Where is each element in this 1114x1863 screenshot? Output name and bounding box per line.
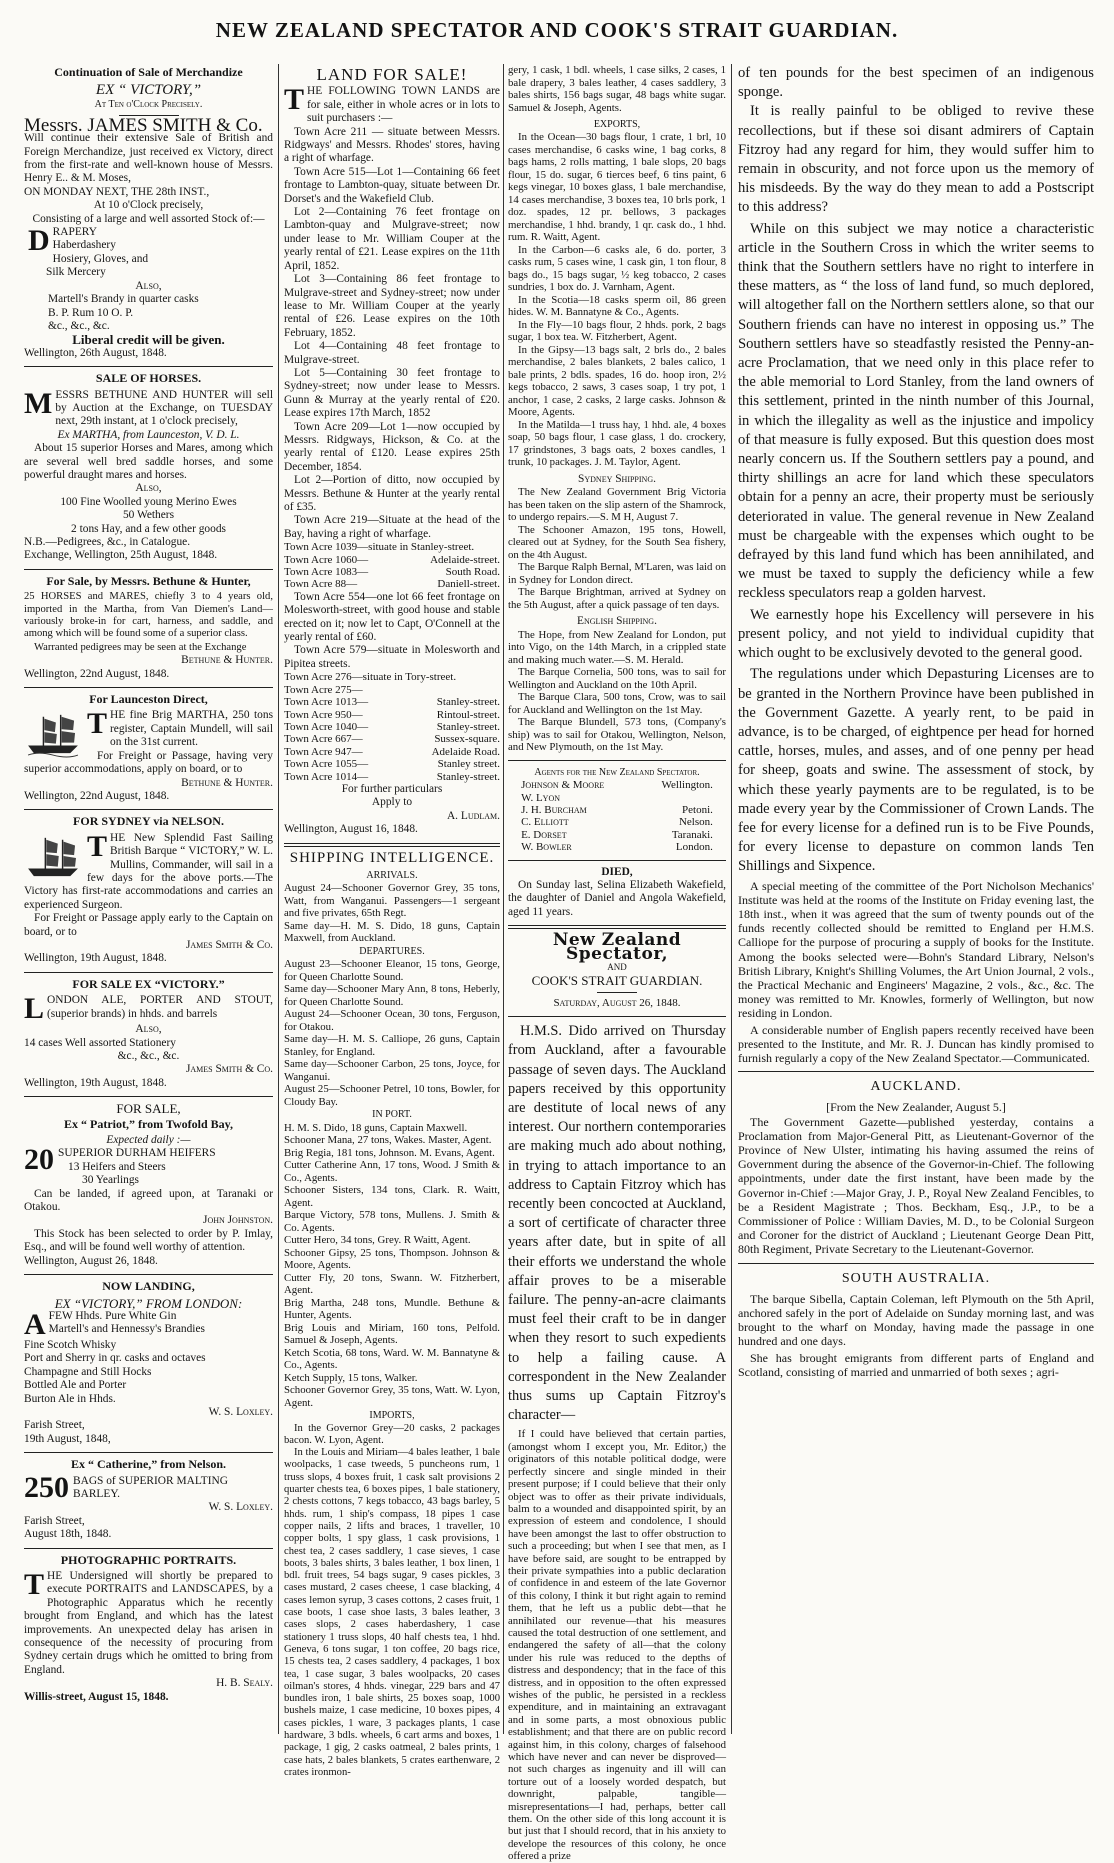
drop-cap: T [24,1568,45,1601]
ad-item: Martell's and Hennessy's Brandies [48,1323,205,1336]
export-entry: In the Gipsy—13 bags salt, 2 brls do., 2 bales merchandise, 2 bales blankets, 2 bales calico, 1 bale prints, 2 bdls. spades, 16 do. hoop iron, 2½ kegs tobacco, 2 saws, 3 cases soap, 1 try pot, 1 anchor, 1 case, 2 casks, 2 large casks. Johnson & Moore, Agents. [508,343,726,419]
ad-item: Silk Mercery [46,266,106,279]
editorial-quote: If I could have believed that certain parties, (amongst whom I except you, Mr. Editor,) the originators of this notable political dodge, were perfectly sincere and single minded in their present purpose; if I could believe that their only object was to offer as their private individuals, balm to a wounded and disappointed spirit, by an expression of esteem and condolence, I should have been amongst the last to offer obstruction to such a proceeding; but when I see that men, as I have before said, are sought to be entrapped by their private sympathies into a public declaration of confidence in and esteem of the late Governor of this colony, I think it but right again to remind them, that he left us a public debt—that he annihilated our revenue—that his measures caused the total destruction of one settlement, and endangered the safety of all—that the colony under his rule was reduced to the depths of distress and despondency; that in the face of this distress, and in opposition to the often expressed wishes of the public, he persisted in a reckless expenditure, and in maintaining an extravagant and in some parts, a most obnoxious public establishment; and that there are on public record against him, in this colony, charges of falsehood which have never and can never be disproved—not such charges as ingenuity and ill will can torture out of a loosely worded despatch, but downright, palpable, tangible—misrepresentations—I had, perhaps, better call them. On the other side of this long account it is but just that I should record, that in his anxiety to develope the resources of this colony, he once offered a prize [508,1428,726,1863]
agent-name: J. H. Burcham [521,803,587,816]
ad-heading: For Sale, by Messrs. Bethune & Hunter, [46,573,251,588]
acre-street: Sussex-square. [434,733,500,746]
ad-para: Lot 3—Containing 86 feet frontage to Mulgrave-street and Sydney-street; now under lease to Mr. William Couper at the yearly rental of £26. Lease expires on the 10th February, 1852. [284,273,500,339]
drop-cap: A [24,1307,46,1341]
ad-signature: H. B. Sealy. [216,1677,273,1690]
export-entry: In the Ocean—30 bags flour, 1 crate, 1 brl, 10 cases merchandise, 6 casks wine, 1 bag corks, 8 bags hams, 2 rolls matting, 1 bale slops, 20 bags flour, 15 do. sugar, 6 tierces beef, 6 tins paint, 6 kegs vinegar, 10 boxes glass, 1 bale merchandise, 14 cases merchandise, 3 boxes tea, 10 brls pork, 1 doz. spades, 12 pr. bellows, 3 packages merchandise, 1 hhd. brandy, 1 qr. cask do., 1 hhd. rum. R. Waitt, Agent. [508,131,726,244]
section-heading: SOUTH AUSTRALIA. [841,1270,991,1286]
mechanics-para: A considerable number of English papers recently received have been presented to the Institute, and Mr. R. J. Duncan has kindly promised to furnish regularly a copy of the New Zealand Spectator.—Communicated. [738,1022,1094,1065]
ad-sale-victory [24,978,273,1090]
ad-expected: Expected daily :— [106,1134,191,1147]
drop-cap: T [87,707,108,741]
acre-street: Daniell-street. [437,578,500,591]
subsection-heading: ARRIVALS. [366,869,418,881]
ad-footer: Wellington, 26th August, 1848. [24,346,167,359]
shipping-entry: In the Louis and Miriam—4 bales leather, 1 bale woolpacks, 1 case tweeds, 5 puncheons rum, 1 truss slops, 4 boxes fruit, 1 cask salt provisions 2 quarter chests tea, 6 boxes pipes, 1 bale stationery, 2 chests cottons, 7 kegs tobacco, 43 bags barley, 5 hhds. rum, 1 ship's compass, 18 pipes 1 case copper nails, 2 lifts and braces, 1 traveller, 10 copper bolts, 1 spy glass, 1 cask provisions, 1 chest tea, 2 cases saddlery, 1 case sieves, 1 case boots, 3 bales shirts, 3 bales leather, 1 box linen, 1 bdl. fruit trees, 54 bags sugar, 9 cases pickles, 3 cases mustard, 2 cases cheese, 1 case blacking, 4 cases lemon syrup, 3 cases cottons, 2 cases fruit, 1 case boots, 1 case shoe lasts, 3 bales leather, 3 cases slops, 2 cases haberdashery, 1 case stationery 1 truss slops, 40 half chests tea, 1 hhd. Geneva, 6 tons sugar, 1 ton coffee, 20 bags rice, 15 chests tea, 2 cases saddlery, 4 packages, 1 box tea, 1 case sugar, 3 bales woolpacks, 20 cases oilman's stores, 4 hhds. vinegar, 229 bars and 47 bundles iron, 1 bale shirts, 25 boxes soap, 1000 bushels maize, 1 case medicine, 10 boxes pipes, 4 cases pickles, 1 ware, 3 packages plants, 1 case hardware, 3 bdls. wheels, 6 cart arms and boxes, 1 package, 1 gig, 2 casks oatmeal, 2 bales prints, 1 case hats, 2 bales blankets, 5 crates earthenware, 2 crates ironmon- [284,1447,500,1778]
news-entry: The Barque Ralph Bernal, M'Laren, was laid on in Sydney for London direct. [508,561,726,586]
ad-body: ESSRS BETHUNE AND HUNTER will sell by Auction at the Exchange, on TUESDAY next, 29th instant, at 1 o'clock precisely, [55,388,273,428]
ad-now-landing [24,1280,273,1446]
paper-and: AND [607,962,627,972]
ad-subheading: EX “VICTORY,” FROM LONDON: [54,1295,243,1311]
ad-heading: SALE OF HORSES. [95,371,202,386]
ad-patriot [24,1102,273,1268]
agent-name: C. Elliott [521,816,569,829]
ad-heading: NOW LANDING, [102,1279,195,1294]
ad-signature: James Smith & Co. [185,1063,273,1076]
ad-heading: For Launceston Direct, [89,692,208,707]
export-entry: In the Fly—10 bags flour, 2 hhds. pork, 2 bags sugar, 1 box tea. W. Fitzherbert, Agent. [508,318,726,344]
news-entry: The Hope, from New Zealand for London, put into Vigo, on the 14th March, in a crippled state and making much water.—S. M. Herald. [508,628,726,666]
editorial-para: of ten pounds for the best specimen of an indigenous sponge. [738,65,1094,101]
drop-cap: T [87,829,108,863]
ad-body: ONDON ALE, PORTER AND STOUT, (superior brands) in hhds. and barrels [47,994,273,1020]
ad-para: Town Acre 515—Lot 1—Containing 66 feet frontage to Lambton-quay, situate between Dr. Dorset's and the Wakefield Club. [284,165,500,205]
shipping-entry: Cutter Fly, 20 tons, Swann. W. Fitzherbert, Agent. [284,1271,500,1297]
shipping-entry: Schooner Gipsy, 25 tons, Thompson. Johnson & Moore, Agents. [284,1246,500,1272]
shipping-entry: August 23—Schooner Eleanor, 15 tons, George, for Queen Charlotte Sound. [284,958,500,983]
section-heading: SHIPPING INTELLIGENCE. [289,849,495,866]
ad-body: Will continue their extensive Sale of British and Foreign Merchandize, just received ex Victory, direct from the first-rate and well-known house of Messrs. Henry E.. & M. Moses, [24,132,273,185]
ad-address: Farish Street, [24,1419,85,1432]
ad-signature: John Johnston. [203,1214,273,1227]
ad-item: Port and Sherry in qr. casks and octaves [24,1352,206,1365]
column-1 [24,64,273,1739]
ad-ex: Ex MARTHA, from Launceston, V. D. L. [57,428,240,441]
south-australia-para: She has brought emigrants from different parts of England and Scotland, consisting of married and unmarried of both sexes ; agri- [738,1350,1094,1379]
ad-intro: HE FOLLOWING TOWN LANDS are for sale, either in whole acres or in lots to suit purchasers :— [307,85,500,125]
ad-heading: LAND FOR SALE! [316,65,468,84]
shipping-entry: Cutter Hero, 34 tons, Grey. R Waitt, Agent. [284,1234,471,1247]
ad-ship-name: EX “ VICTORY,” [95,82,202,99]
ad-heading: Ex “ Catherine,” from Nelson. [70,1457,227,1472]
ad-heading: Continuation of Sale of Merchandize [54,65,243,79]
acre-street: Adelaide Road. [431,745,500,758]
paper-title: New Zealand Spectator, [552,930,682,964]
ad-signature: James Smith & Co. [185,938,273,951]
agent-name: E. Dorset [521,828,567,841]
column-4 [738,64,1094,1739]
shipping-entry: August 24—Schooner Governor Grey, 35 tons, Watt, from Wanganui. Passengers—1 sergeant and five privates, 65th Regt. [284,882,500,920]
shipping-entry: Schooner Governor Grey, 35 tons, Watt. W. Lyon, Agent. [284,1384,500,1409]
ad-item: Haberdashery [52,239,116,252]
ad-warranted: Warranted pedigrees may be seen at the Exchange [34,641,247,653]
ad-item: Fine Scotch Whisky [24,1338,117,1351]
ad-firm: Messrs. JAMES SMITH & Co. [24,114,263,136]
agent-place: Nelson. [678,816,713,829]
drop-cap: M [24,386,53,420]
news-entry: The Barque Cornelia, 500 tons, was to sail for Wellington and Auckland on the 10th April. [508,666,726,691]
ad-footer: Wellington, 19th August, 1848. [24,1076,167,1089]
acre-list [284,541,500,591]
shipping-entry: Ketch Supply, 15 tons, Walker. [284,1371,418,1384]
ad-consisting: Consisting of a large and well assorted Stock of:— [32,212,265,225]
shipping-entry: Schooner Sisters, 134 tons, Clark. R. Waitt, Agent. [284,1184,500,1209]
died-heading: DIED, [601,865,633,878]
ad-para: Town Acre 579—situate in Molesworth and Pipitea streets. [284,644,500,670]
ad-footer: 19th August, 1848, [24,1432,111,1445]
shipping-entry: In the Governor Grey—20 casks, 2 packages bacon. W. Lyon, Agent. [284,1422,500,1446]
acre-list [284,671,500,783]
acre-street: South Road. [445,566,500,579]
ad-footer: Exchange, Wellington, 25th August, 1848. [24,549,218,562]
export-entry: In the Matilda—1 truss hay, 1 hhd. ale, 4 boxes soap, 50 bags flour, 1 case glass, 1 do. crockery, 17 grindstones, 3 bags oats, 2 boxes candles, 1 trunk, 10 packages. J. M. Taylor, Agent. [508,418,726,469]
subsection-heading: DEPARTURES. [359,945,425,957]
export-entry: In the Carbon—6 casks ale, 6 do. porter, 3 casks rum, 5 cases wine, 1 cask gin, 1 ton flour, 8 bags do., 15 bags sugar, ½ keg tobacco, 2 cases sundries, 1 box do. J. Varnham, Agent. [508,243,726,294]
drop-cap: D [28,224,50,258]
agent-place [640,792,713,804]
acre-street: Adelaide-street. [430,553,500,566]
shipping-entry: August 25—Schooner Petrel, 10 tons, Bowler, for Cloudy Bay. [284,1083,500,1108]
ad-credit: Liberal credit will be given. [72,332,225,348]
ad-address: Farish Street, [24,1514,85,1527]
editorial-para: The regulations under which Depasturing Licenses are to be granted in the Northern Province have been published in the Government Gazette. A yearly rent, to be paid in advance, is to be charged, of eightpence per head for horned cattle, horses, mules, and asses, and of one penny per head for sheep, goats and swine. The assessment of stock, by which these yearly payments are to be regulated, is to be made every year by the Commissioner of Crown Lands. The fee for every license for a defined run is to be Five Pounds, for every license to depasture on common lands Ten Shillings and Sixpence. [738,666,1094,875]
ad-nb: N.B.—Pedigrees, &c., in Catalogue. [24,536,191,548]
ad-footer: Wellington, 19th August, 1848. [24,952,167,965]
ad-item: B. P. Rum 10 O. P. [48,306,134,319]
shipping-entry: Schooner Mana, 27 tons, Wakes. Master, Agent. [284,1134,492,1147]
drop-cap: L [24,992,45,1026]
ad-also: Also, [135,1023,162,1036]
section-heading: AUCKLAND. [870,1079,962,1095]
acre-row: Town Acre 1039—situate in Stanley-street. [284,541,475,554]
acre-row: Town Acre 1060— [284,553,369,566]
ad-item: 2 tons Hay, and a few other goods [71,522,226,535]
ad-para: Town Acre 554—one lot 66 feet frontage on Molesworth-street, with good house and stable erected on it; now let to Capt, O'Connell at the yearly rental of £60. [284,590,500,644]
paper-subtitle: COOK'S STRAIT GUARDIAN. [531,973,703,989]
ad-landed: Can be landed, if agreed upon, at Taranaki or Otakou. [24,1187,273,1214]
acre-row: Town Acre 275— [284,683,363,696]
auckland-source: [From the New Zealander, August 5.] [826,1100,1006,1115]
ad-heading: Ex “ Patriot,” from Twofold Bay, [64,1116,233,1131]
ad-item: &c., &c., &c. [48,319,110,332]
shipping-intelligence [284,849,500,1780]
ad-number: 250 [24,1470,69,1504]
acre-row: Town Acre 947— [284,745,363,758]
ad-heading: PHOTOGRAPHIC PORTRAITS. [60,1552,237,1567]
ad-para: Lot 2—Portion of ditto, now occupied by Messrs. Bethune & Hunter at the yearly rental of £35. [284,474,500,513]
sailing-ship-icon [24,834,82,880]
acre-row: Town Acre 88— [284,578,358,591]
acre-street: Stanley street. [437,758,500,771]
news-entry: The New Zealand Government Brig Victoria has been taken on the slip astern of the Shamrock, to undergo repairs.—S. M H, August 7. [508,486,726,524]
ad-launceston [24,693,273,803]
editorial-para: While on this subject we may notice a characteristic article in the Southern Cross in which the writer seems to think that the Southern settlers have no right to interfere in these matters, as “ the loss of land fund, so much deplored, will altogether fall on the Northern settlers alone, so that our Southern friends can have no interest in opposing us.” The Southern settlers have so steadfastly resisted the Penny-an-acre Proclamation, that we need only in this place refer to the able memorial to Lord Stanley, from the land owners of this settlement, printed in the ninth number of this Journal, in which the illegality as well as the injustice and impolicy of that measure is fully exposed. But this question does most nearly concern us. If the Southern settlers pay a pound, and thirty shillings an acre for land which these speculators obtain for a penny an acre, their property must be seriously deteriorated in value. The general revenue in New Zealand must be chargeable with the expenses which ought to be defrayed by this land fund which has been annihilated, and we must be taxed to supply the deficiency while a few reckless speculators reap a golden harvest. [738,220,1094,602]
ad-body: HE New Splendid Fast Sailing British Barque “ VICTORY,” W. L. Mullins, Commander, will sail in a few days for the above ports.—The Victory has first-rate accommodations and carries an experienced Surgeon. [24,831,273,911]
news-entry: The Barque Blundell, 573 tons, (Company's ship) was to sail for Otakou, Wellington, Nelson, and New Plymouth, on the 1st May. [508,716,726,754]
news-entry: The Barque Brightman, arrived at Sydney on the 5th August, after a quick passage of ten days. [508,586,726,611]
agent-place: Wellington. [661,779,713,792]
acre-street: Rintoul-street. [436,708,500,721]
south-australia-para: The barque Sibella, Captain Coleman, left Plymouth on the 5th April, anchored safely in the port of Adelaide on Sunday morning last, and was brought to the wharf on Monday, having made the passage in one hundred and one days. [738,1291,1094,1349]
ad-body: 25 HORSES and MARES, chiefly 3 to 4 years old, imported in the Martha, from Van Diemen's Land—variously broke-in for cart, harness, and saddle, and among which will be found some of a superior class. [24,591,273,640]
ad-apply: Apply to [371,796,413,809]
ad-item: 30 Yearlings [82,1174,139,1187]
ad-note: This Stock has been selected to order by P. Imlay, Esq., and will be found well worthy of attention. [24,1227,273,1254]
ad-item: &c., &c., &c. [117,1050,180,1062]
ad-at: At 10 o'Clock precisely, [93,199,204,212]
agent-name: W. Bowler [521,841,572,854]
ad-heading: FOR SALE, [116,1101,181,1117]
ad-signature: Bethune & Hunter. [181,776,273,789]
shipping-entry: Brig Louis and Miriam, 160 tons, Pelfold. Samuel & Joseph, Agents. [284,1321,500,1347]
agents-table [521,779,713,853]
ad-victory-sale [24,66,273,360]
shipping-entry: Ketch Scotia, 68 tons, Ward. W. M. Bannatyne & Co., Agents. [284,1346,500,1372]
ad-item: 14 cases Well assorted Stationery [24,1036,176,1049]
ad-item: 100 Fine Woolled young Merino Ewes [60,495,237,508]
shipping-entry: H. M. S. Dido, 18 guns, Captain Maxwell. [284,1121,468,1134]
ad-number: 20 [24,1143,54,1177]
acre-row: Town Acre 1014— [284,770,369,783]
ad-footer: Wellington, August 26, 1848. [24,1254,158,1267]
ad-signature: A. Ludlam. [446,809,500,822]
ad-for-sale-bethune [24,575,273,681]
ad-para: Lot 5—Containing 30 feet frontage to Sydney-street; now under lease to Messrs. Gunn & Murray at the yearly rental of £20. Lease expires 17th March, 1852 [284,366,500,420]
ad-footer: Wellington, August 16, 1848. [284,823,418,836]
ad-item: 13 Heifers and Steers [68,1160,166,1173]
ad-signature: W. S. Loxley. [208,1501,273,1514]
acre-street: Stanley-street. [436,770,500,783]
ad-footer: Wellington, 22nd August, 1848. [24,667,170,680]
ad-para: Lot 4—Containing 48 feet frontage to Mulgrave-street. [284,340,500,366]
issue-date: Saturday, August 26, 1848. [553,996,681,1009]
ad-item: FEW Hhds. Pure White Gin [48,1309,177,1322]
ad-para: Town Acre 219—Situate at the head of the Bay, having a right of wharfage. [284,514,500,540]
ad-catherine [24,1458,273,1541]
shipping-entry: Cutter Catherine Ann, 17 tons, Wood. J Smith & Co., Agents. [284,1159,500,1184]
ad-footer: Willis-street, August 15, 1848. [24,1690,169,1703]
shipping-entry: Same day—Schooner Mary Ann, 8 tons, Heberly, for Queen Charlotte Sound. [284,983,500,1008]
ad-heading: FOR SYDNEY via NELSON. [73,814,224,829]
shipping-entry: Barque Victory, 578 tons, Mullens. J. Smith & Co. Agents. [284,1209,500,1234]
ad-item: Burton Ale in Hhds. [24,1392,116,1405]
subsection-heading: IMPORTS, [369,1410,415,1422]
acre-row: Town Acre 1013— [284,696,369,709]
ad-para: Town Acre 209—Lot 1—now occupied by Messrs. Ridgways, Hickson, & Co. at the yearly rental of £120. Lease expires 25th December, 1854. [284,420,500,473]
ad-para: Lot 2—Containing 76 feet frontage on Lambton-quay and Mulgrave-street; now under lease to Mr. William Couper at the yearly rental of £21. Lease expires on the 11th April, 1852. [284,206,500,272]
acre-row: Town Acre 950— [284,708,363,721]
ad-freight: For Freight or Passage, having very superior accommodations, apply on board, or to [24,749,273,776]
ad-item: Champagne and Still Hocks [24,1365,152,1378]
ad-footer: Wellington, 22nd August, 1848. [24,789,170,802]
agent-place: Petoni. [682,803,713,816]
ad-signature: W. S. Loxley. [208,1405,273,1418]
agent-place: London. [675,841,713,854]
ad-item: 50 Wethers [122,509,175,522]
shipping-entry: Same day—H. M. S. Calliope, 26 guns, Captain Stanley, for England. [284,1033,500,1058]
shipping-entry: Same day—H. M. S. Dido, 18 guns, Captain Maxwell, from Auckland. [284,919,500,945]
ad-item: Bottled Ale and Porter [24,1379,127,1392]
ad-para: Town Acre 211 — situate between Messrs. Ridgways' and Messrs. Rhodes' stores, having a right of wharfage. [284,125,500,165]
ad-also: Also, [135,279,162,292]
editorial-para: It is really painful to be obliged to revive these recollections, but if these soi disant admirers of Captain Fitzroy had any regard for him, they would suffer him to remain in obscurity, and not force upon us the memory of his misdeeds. By the way do they mean to add a Postscript to this address? [738,103,1094,216]
column-rule [503,64,504,1734]
ad-body: BAGS of SUPERIOR MALTING BARLEY. [73,1474,228,1500]
ad-land-for-sale [284,65,500,837]
ad-item: Martell's Brandy in quarter casks [48,293,199,306]
column-rule [278,64,279,1734]
ad-sydney [24,815,273,965]
ad-photographic [24,1554,273,1704]
news-entry: The Barque Clara, 500 tons, Crow, was to sail for Auckland and Wellington on the 1st May. [508,691,726,716]
died-notice: On Sunday last, Selina Elizabeth Wakefield, the daughter of Daniel and Angola Wakefield, aged 11 years. [508,878,726,918]
ad-time: At Ten o'Clock Precisely. [94,99,203,111]
agent-place: Taranaki. [671,828,713,841]
column-3 [508,64,726,1863]
subsection-heading: EXPORTS, [593,119,641,130]
shipping-entry: Same day—Schooner Carbon, 25 tons, Joyce, for Wanganui. [284,1058,500,1083]
ad-further: For further particulars [341,782,443,795]
ad-horses [24,372,273,563]
subsection-heading: Sydney Shipping. [578,472,656,485]
subsection-heading: IN PORT. [372,1109,412,1121]
ad-body: SUPERIOR DURHAM HEIFERS [58,1147,216,1160]
ad-body: HE fine Brig MARTHA, 250 tons register, Captain Mundell, will sail on the 31st current. [110,709,273,749]
agents-heading: Agents for the New Zealand Spectator. [534,766,700,778]
agent-name: Johnson & Moore [521,779,605,792]
ad-item: Hosiery, Gloves, and [52,252,149,265]
export-entry: In the Scotia—18 casks sperm oil, 86 green hides. W. M. Bannatyne & Co., Agents. [508,293,726,319]
acre-row: Town Acre 276—situate in Tory-street. [284,671,457,684]
subsection-heading: English Shipping. [577,615,657,628]
shipping-entry: Brig Martha, 248 tons, Mundle. Bethune & Hunter, Agents. [284,1296,500,1322]
sailing-ship-icon [24,711,82,757]
imports-continued: gery, 1 cask, 1 bdl. wheels, 1 case silks, 2 cases, 1 bale drapery, 3 bales leather, 4 cases saddlery, 3 bales shirts, 156 bags sugar, 48 bags white sugar. Samuel & Joseph, Agents. [508,64,726,114]
news-entry: The Schooner Amazon, 195 tons, Howell, cleared out at Sydney, for the South Sea fishery, on the 4th August. [508,523,726,561]
masthead: NEW ZEALAND SPECTATOR AND COOK'S STRAIT GUARDIAN. [215,18,899,42]
acre-row: Town Acre 1055— [284,758,369,771]
agent-name: W. Lyon [521,791,561,804]
column-rule [731,64,732,1734]
acre-row: Town Acre 1083— [284,566,369,579]
mechanics-para: A special meeting of the committee of the Port Nicholson Mechanics' Institute was held at the rooms of the Institute on Friday evening last, the 18th inst., when it was agreed that the sum of twenty pounds out of the funds recently collected should be remitted to England per H.M.S. Calliope for the purpose of procuring a supply of books for the Institute. Among the books selected were—Bohn's Standard Library, Nelson's British Library, Knight's Shilling Volumes, the Art Union Journal, 2 vols., the Practical Mechanic and Engineers' Magazine, 2 vols., &c., &c. The money was remitted to Mr. Knowles, formerly of Wellington, but now residing in London. [738,878,1094,1021]
ad-item: RAPERY [52,226,97,239]
auckland-para: The Government Gazette—published yesterday, contains a Proclamation from Major-General Pitt, as Lieutenant-Governor of the Province of New Ulster, intimating his having assumed the reins of Government during the absence of the Governor-in-Chief. The following appointments, under date the first instant, have been made by the Governor in-Chief :—Major Gray, J. P., Royal New Zealand Fencibles, to be a Resident Magistrate ; Thos. Beckham, Esq., J.P., to be a Commissioner of Police : William Davies, M. D., to be Colonial Surgeon and Coroner for the district of Auckland ; Lieutenant George Dean Pitt, 80th Regiment, Private Secretary to the Lieutenant-Governor. [738,1114,1094,1257]
ad-signature: Bethune & Hunter. [181,654,273,667]
acre-row: Town Acre 1040— [284,720,369,733]
acre-row: Town Acre 667— [284,733,363,746]
editorial-para: We earnestly hope his Excellency will persevere in his present policy, and not yield to individual cupidity that which ought to be exclusively devoted to the general good. [738,606,1094,662]
shipping-entry: Brig Regia, 181 tons, Johnson. M. Evans, Agent. [284,1146,495,1159]
ad-body: HE Undersigned will shortly be prepared to execute PORTRAITS and LANDSCAPES, by a Photographic Apparatus which he recently brought from England, and which has the latest improvements. An unexpected delay has arisen in consequence of the necessity of procuring from Sydney certain drugs which he omitted to bring from England. [24,1570,273,1676]
ad-freight: For Freight or Passage apply early to the Captain on board, or to [24,912,273,938]
editorial-para: H.M.S. Dido arrived on Thursday from Auckland, after a favourable passage of seven days. The Auckland papers received by this opportunity are destitute of local news of any interest. Our northern contemporaries are making much ado about nothing, in trying to attach importance to an address to Captain Fitzroy which has recently been concocted at Auckland, a sort of certificate of character three years after date, but in spite of all their efforts we understand the whole affair proves to be a miserable failure. The penny-an-acre claimants must feel their craft to be in danger when they resort to such expedients to help a failing cause. A correspondent in the New Zealander thus sums up Captain Fitzroy's character— [508,1023,726,1424]
acre-street: Stanley-street. [436,696,500,709]
ad-heading: FOR SALE EX “VICTORY.” [72,976,225,991]
ad-desc: About 15 superior Horses and Mares, among which are several well bred saddle horses, and some powerful draught mares and horses. [24,442,273,481]
ad-also: Also, [135,482,162,495]
column-2 [284,64,500,1778]
acre-street [403,684,500,696]
ad-date: ON MONDAY NEXT, THE 28th INST., [24,185,210,198]
drop-cap: T [284,83,305,117]
ad-footer: August 18th, 1848. [24,1528,112,1541]
shipping-entry: August 24—Schooner Ocean, 30 tons, Ferguson, for Otakou. [284,1008,500,1033]
acre-street: Stanley-street. [436,720,500,733]
